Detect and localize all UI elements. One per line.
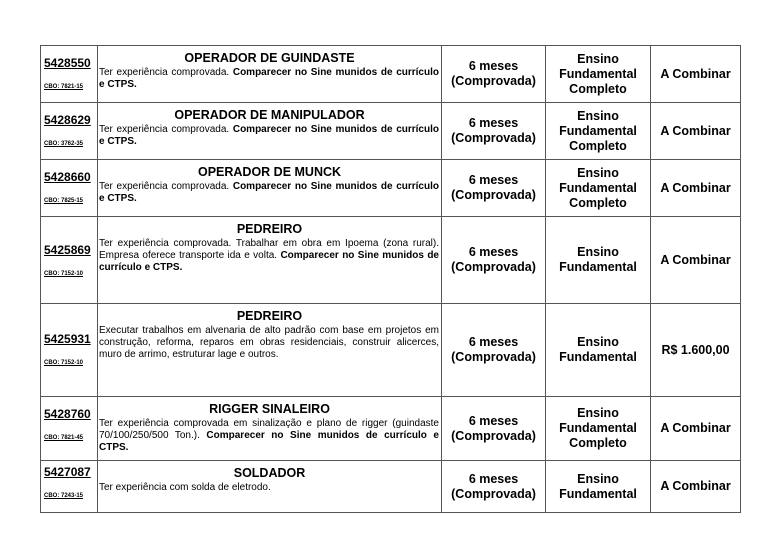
description-text: Ter experiência comprovada. <box>99 124 233 135</box>
job-title: OPERADOR DE MUNCK <box>197 165 342 179</box>
job-title: RIGGER SINALEIRO <box>209 402 330 416</box>
job-description-cell <box>98 461 442 513</box>
job-description-cell <box>98 160 442 217</box>
salary-text: A Combinar <box>660 180 731 195</box>
salary-cell <box>651 461 741 513</box>
job-description-cell <box>98 304 442 397</box>
experience-text: 6 meses (Comprovada) <box>451 173 536 202</box>
job-description <box>98 179 441 207</box>
education-text: Ensino Fundamental Completo <box>559 51 637 96</box>
job-title: OPERADOR DE MANIPULADOR <box>174 108 365 122</box>
job-code[interactable]: 5425931 <box>44 332 91 346</box>
salary-text: A Combinar <box>660 66 731 81</box>
experience-cell <box>442 397 546 461</box>
salary-text: R$ 1.600,00 <box>661 342 730 357</box>
salary-text: A Combinar <box>660 479 731 493</box>
job-code[interactable]: 5428550 <box>44 56 91 70</box>
job-title: OPERADOR DE GUINDASTE <box>184 51 355 65</box>
salary-cell <box>651 160 741 217</box>
education-text: Ensino Fundamental Completo <box>559 406 637 450</box>
job-row <box>41 160 741 217</box>
description-text: Executar trabalhos em alvenaria de alto padrão com base em projetos em construção, reforma, reparos em obras residenciais, construir alicerces, muro de arrimo, estruturar lage e outros. <box>99 325 439 360</box>
cbo-code: CBO: 7825-15 <box>44 198 84 204</box>
job-row <box>41 103 741 160</box>
salary-cell <box>651 397 741 461</box>
description-bold-text: Comparecer no Sine munidos de currículo e CTPS. <box>99 124 439 147</box>
education-cell <box>546 160 651 217</box>
cbo-code: CBO: 7152-10 <box>44 360 84 366</box>
description-bold-text: Comparecer no Sine munidos de currículo e CTPS. <box>99 67 439 90</box>
job-code[interactable]: 5428629 <box>44 113 91 127</box>
experience-text: 6 meses (Comprovada) <box>451 116 536 145</box>
salary-cell <box>651 217 741 304</box>
job-code[interactable]: 5427087 <box>44 465 91 479</box>
education-text: Ensino Fundamental <box>559 471 637 501</box>
job-title: SOLDADOR <box>233 466 306 480</box>
salary-text: A Combinar <box>660 252 731 267</box>
salary-text: A Combinar <box>660 123 731 138</box>
description-text: Ter experiência comprovada. Trabalhar em obra em Ipoema (zona rural). Empresa oferece transporte ida e volta. <box>99 238 439 261</box>
job-id-cell <box>41 397 98 461</box>
description-text: Ter experiência com solda de eletrodo. <box>99 482 271 493</box>
jobs-table <box>40 45 741 513</box>
job-code[interactable]: 5428760 <box>44 407 91 421</box>
salary-cell <box>651 304 741 397</box>
job-description-cell <box>98 217 442 304</box>
education-cell <box>546 217 651 304</box>
job-description <box>98 480 441 496</box>
job-description <box>98 65 441 93</box>
job-description <box>98 416 441 456</box>
education-cell <box>546 461 651 513</box>
job-title: PEDREIRO <box>236 309 303 323</box>
job-id-cell <box>41 217 98 304</box>
experience-cell <box>442 160 546 217</box>
cbo-code: CBO: 7821-45 <box>44 435 84 441</box>
experience-cell <box>442 217 546 304</box>
salary-cell <box>651 46 741 103</box>
description-text: Ter experiência comprovada. <box>99 181 233 192</box>
job-row <box>41 46 741 103</box>
job-id-cell <box>41 304 98 397</box>
job-description-cell <box>98 103 442 160</box>
job-description <box>98 323 441 363</box>
education-cell <box>546 304 651 397</box>
description-text: Ter experiência comprovada em sinalização e plano de rigger (guindaste 70/100/250/500 Ton.). <box>99 418 439 441</box>
education-cell <box>546 103 651 160</box>
cbo-code: CBO: 7821-15 <box>44 84 84 90</box>
job-description-cell <box>98 46 442 103</box>
job-row <box>41 397 741 461</box>
experience-text: 6 meses (Comprovada) <box>451 59 536 88</box>
description-bold-text: Comparecer no Sine munidos de currículo e CTPS. <box>99 250 439 273</box>
education-text: Ensino Fundamental <box>559 335 637 364</box>
description-bold-text: Comparecer no Sine munidos de currículo e CTPS. <box>99 430 439 453</box>
job-description-cell <box>98 397 442 461</box>
experience-text: 6 meses (Comprovada) <box>451 413 536 443</box>
cbo-code: CBO: 7243-15 <box>44 493 84 499</box>
education-cell <box>546 397 651 461</box>
experience-cell <box>442 461 546 513</box>
job-row <box>41 461 741 513</box>
experience-text: 6 meses (Comprovada) <box>451 335 536 364</box>
description-text: Ter experiência comprovada. <box>99 67 233 78</box>
job-description <box>98 122 441 150</box>
job-row <box>41 217 741 304</box>
education-cell <box>546 46 651 103</box>
job-row <box>41 304 741 397</box>
job-title: PEDREIRO <box>236 222 303 236</box>
job-id-cell <box>41 461 98 513</box>
experience-cell <box>442 46 546 103</box>
experience-text: 6 meses (Comprovada) <box>451 245 536 274</box>
job-code[interactable]: 5428660 <box>44 170 91 184</box>
job-code[interactable]: 5425869 <box>44 243 91 257</box>
education-text: Ensino Fundamental Completo <box>559 165 637 210</box>
experience-cell <box>442 103 546 160</box>
job-id-cell <box>41 103 98 160</box>
experience-text: 6 meses (Comprovada) <box>451 471 536 501</box>
job-id-cell <box>41 46 98 103</box>
job-description <box>98 236 441 276</box>
cbo-code: CBO: 3762-35 <box>44 141 84 147</box>
cbo-code: CBO: 7152-10 <box>44 271 84 277</box>
education-text: Ensino Fundamental Completo <box>559 108 637 153</box>
education-text: Ensino Fundamental <box>559 245 637 274</box>
experience-cell <box>442 304 546 397</box>
salary-cell <box>651 103 741 160</box>
job-id-cell <box>41 160 98 217</box>
salary-text: A Combinar <box>660 421 731 435</box>
description-bold-text: Comparecer no Sine munidos de currículo e CTPS. <box>99 181 439 204</box>
